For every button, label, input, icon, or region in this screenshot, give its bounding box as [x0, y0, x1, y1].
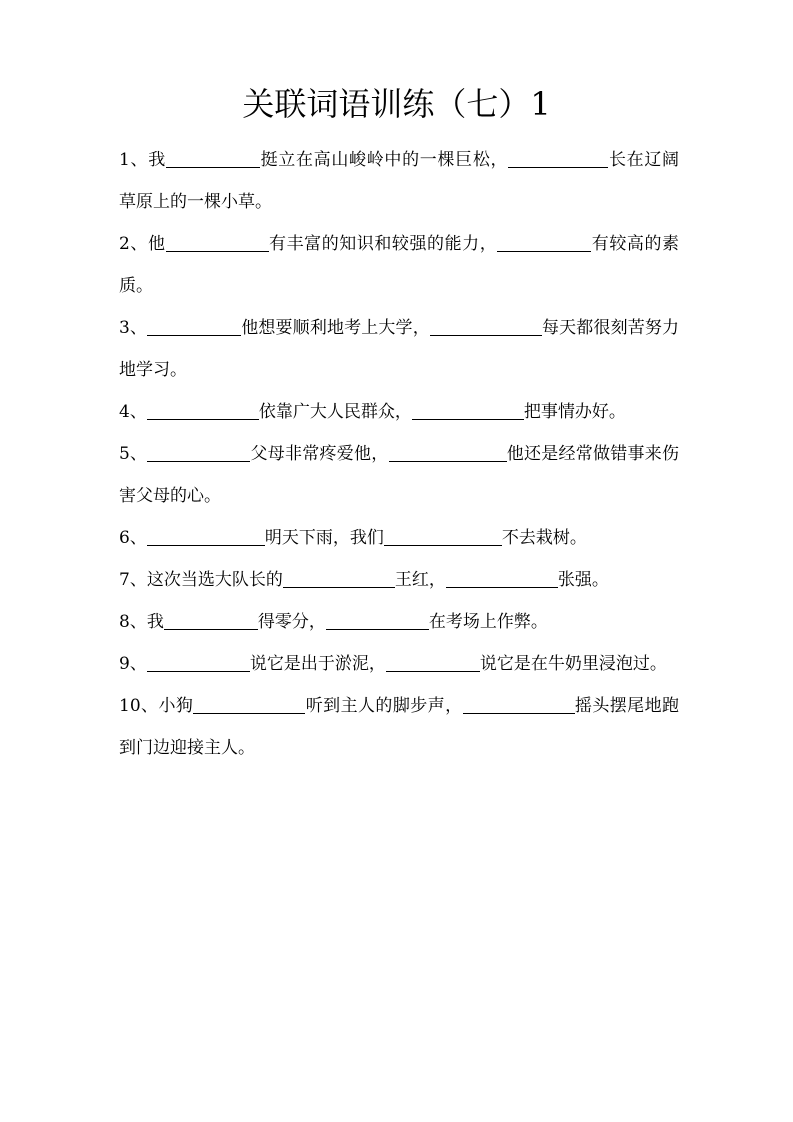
answer-blank[interactable] [166, 233, 269, 252]
question-text: 挺立在高山峻岭中的一棵巨松， [259, 150, 509, 170]
question-number: 9、 [119, 654, 147, 674]
answer-blank[interactable] [430, 317, 542, 336]
question-text: 他想要顺利地考上大学， [241, 318, 430, 338]
question-text: 把事情办好。 [523, 402, 626, 422]
question-text: 王红， [394, 570, 446, 590]
question-text: 有较高的素质。 [119, 234, 680, 296]
answer-blank[interactable] [164, 611, 258, 630]
question-text: 在考场上作弊。 [428, 612, 548, 632]
question-4 [119, 391, 679, 433]
answer-blank[interactable] [166, 149, 260, 168]
answer-blank[interactable] [389, 443, 507, 462]
question-5 [119, 433, 679, 517]
answer-blank[interactable] [147, 527, 265, 546]
question-number: 5、 [119, 444, 148, 464]
answer-blank[interactable] [283, 569, 395, 588]
answer-blank[interactable] [147, 401, 259, 420]
question-7 [119, 559, 679, 601]
question-text: 摇头摆尾地跑到门边迎接主人。 [119, 696, 680, 758]
question-text: 长在辽阔草原上的一棵小草。 [119, 150, 680, 212]
question-text: 张强。 [557, 570, 609, 590]
question-text: 明天下雨，我们 [264, 528, 384, 548]
question-text: 说它是在牛奶里浸泡过。 [479, 654, 667, 674]
page-title: 关联词语训练（七）1 [242, 85, 551, 123]
question-number: 8、 [119, 612, 147, 632]
answer-blank[interactable] [412, 401, 524, 420]
question-6 [119, 517, 679, 559]
question-text: 有丰富的知识和较强的能力， [268, 234, 498, 254]
question-3 [119, 307, 679, 391]
question-10 [119, 685, 679, 769]
question-text: 每天都很刻苦努力地学习。 [119, 318, 679, 380]
question-number: 1、 [119, 150, 149, 170]
answer-blank[interactable] [446, 569, 558, 588]
answer-blank[interactable] [508, 149, 608, 168]
question-text: 听到主人的脚步声， [305, 696, 463, 716]
question-text: 他还是经常做错事来伤害父母的心。 [119, 444, 679, 506]
question-text: 我 [146, 612, 164, 632]
answer-blank[interactable] [384, 527, 502, 546]
question-text: 说它是出于淤泥， [249, 654, 386, 674]
question-list [119, 139, 679, 769]
question-number: 2、 [119, 234, 148, 254]
answer-blank[interactable] [147, 443, 250, 462]
question-number: 10、 [119, 696, 159, 716]
question-text: 父母非常疼爱他， [250, 444, 389, 464]
answer-blank[interactable] [463, 695, 575, 714]
question-9 [119, 643, 679, 685]
question-text: 小狗 [158, 696, 194, 716]
answer-blank[interactable] [497, 233, 591, 252]
question-number: 7、 [119, 570, 147, 590]
answer-blank[interactable] [193, 695, 305, 714]
question-text: 我 [148, 150, 166, 170]
question-text: 不去栽树。 [501, 528, 587, 548]
question-2 [119, 223, 679, 307]
question-8 [119, 601, 679, 643]
question-number: 3、 [119, 318, 148, 338]
answer-blank[interactable] [147, 317, 241, 336]
question-number: 4、 [119, 402, 147, 422]
question-text: 他 [147, 234, 166, 254]
question-text: 依靠广大人民群众， [258, 402, 412, 422]
question-number: 6、 [119, 528, 147, 548]
question-text: 这次当选大队长的 [146, 570, 283, 590]
answer-blank[interactable] [147, 653, 250, 672]
answer-blank[interactable] [326, 611, 429, 630]
question-text: 得零分， [257, 612, 326, 632]
question-1 [119, 139, 679, 223]
answer-blank[interactable] [386, 653, 480, 672]
